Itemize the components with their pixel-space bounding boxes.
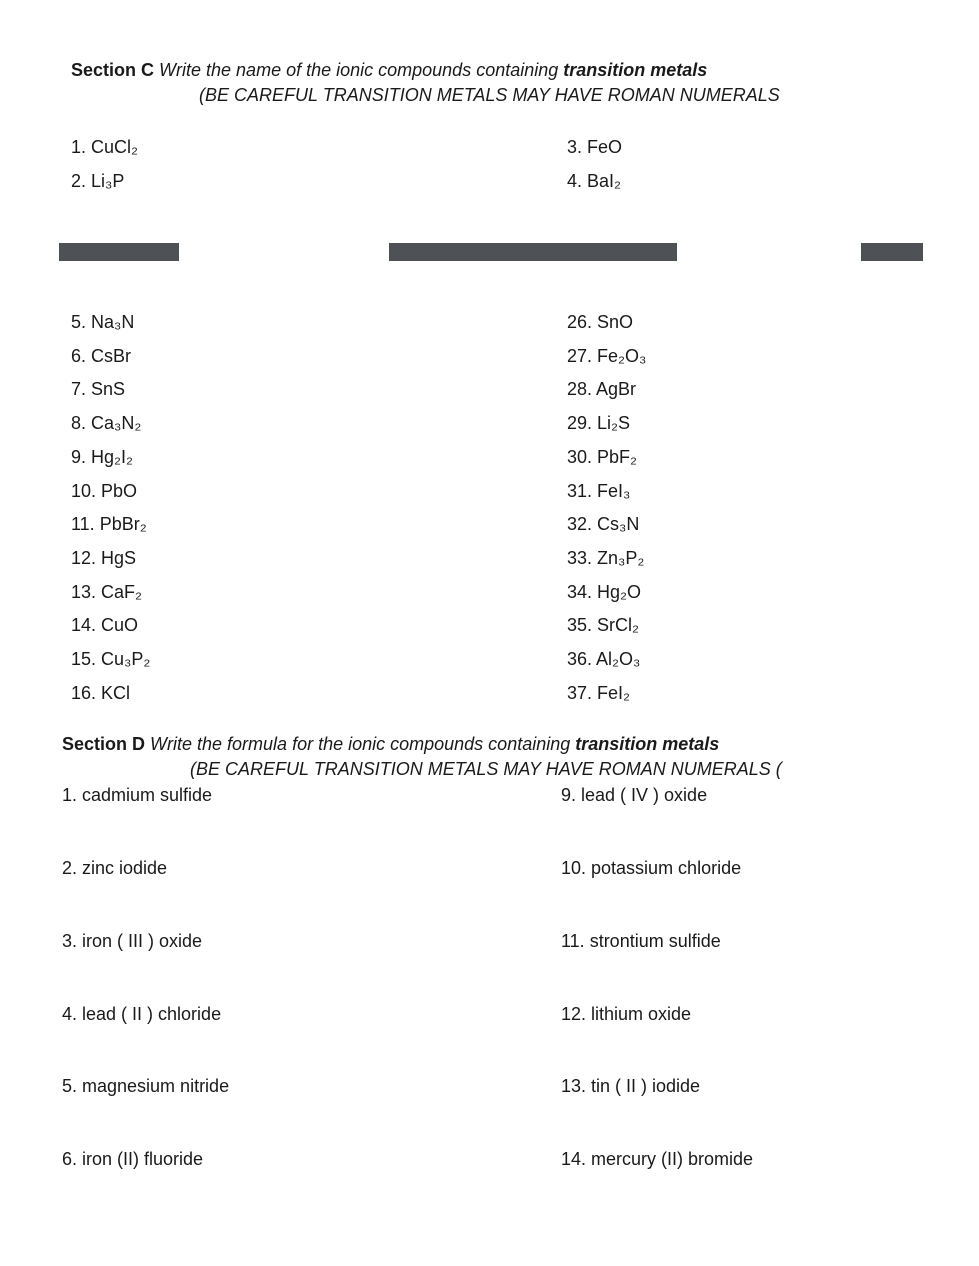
separator-bar-left xyxy=(59,243,179,261)
c-q33: 33. Zn₃P₂ xyxy=(567,548,645,568)
c-q4: 4. BaI₂ xyxy=(567,171,622,191)
c-q1: 1. CuCl₂ xyxy=(71,137,139,157)
section-d-emphasis: transition metals xyxy=(575,734,720,754)
d-q10: 10. potassium chloride xyxy=(561,858,742,878)
c-q2: 2. Li₃P xyxy=(71,171,125,191)
c-q28: 28. AgBr xyxy=(567,379,637,399)
c-q26: 26. SnO xyxy=(567,312,634,332)
c-q12: 12. HgS xyxy=(71,548,137,568)
d-q3: 3. iron ( III ) oxide xyxy=(62,931,203,951)
section-c-caution xyxy=(199,85,780,106)
c-q9: 9. Hg₂I₂ xyxy=(71,447,133,467)
section-d-caution-text: (BE CAREFUL TRANSITION METALS MAY HAVE ROMAN NUMERALS ( xyxy=(190,759,782,779)
c-q30: 30. PbF₂ xyxy=(567,447,638,467)
c-q3: 3. FeO xyxy=(567,137,623,157)
c-q16: 16. KCl xyxy=(71,683,131,703)
section-d-title xyxy=(62,734,719,755)
c-q15: 15. Cu₃P₂ xyxy=(71,649,151,669)
d-q14: 14. mercury (II) bromide xyxy=(561,1149,754,1169)
d-q13: 13. tin ( II ) iodide xyxy=(561,1076,701,1096)
section-c-label: Section C xyxy=(71,60,155,80)
d-q9: 9. lead ( IV ) oxide xyxy=(561,785,708,805)
c-q8: 8. Ca₃N₂ xyxy=(71,413,142,433)
c-q32: 32. Cs₃N xyxy=(567,514,640,534)
section-c-caution-text: (BE CAREFUL TRANSITION METALS MAY HAVE ROMAN NUMERALS xyxy=(199,85,780,105)
c-q10: 10. PbO xyxy=(71,481,138,501)
c-q29: 29. Li₂S xyxy=(567,413,631,433)
d-q1: 1. cadmium sulfide xyxy=(62,785,213,805)
d-q4: 4. lead ( II ) chloride xyxy=(62,1004,222,1024)
section-c-instruction: Write the name of the ionic compounds containing xyxy=(159,60,559,80)
c-q27: 27. Fe₂O₃ xyxy=(567,346,647,366)
c-q35: 35. SrCl₂ xyxy=(567,615,640,635)
d-q6: 6. iron (II) fluoride xyxy=(62,1149,204,1169)
c-q14: 14. CuO xyxy=(71,615,139,635)
section-d-label: Section D xyxy=(62,734,146,754)
c-q37: 37. FeI₂ xyxy=(567,683,631,703)
d-q12: 12. lithium oxide xyxy=(561,1004,692,1024)
c-q7: 7. SnS xyxy=(71,379,126,399)
section-d-caution xyxy=(190,759,782,780)
d-q2: 2. zinc iodide xyxy=(62,858,168,878)
c-q6: 6. CsBr xyxy=(71,346,132,366)
section-c-title xyxy=(71,60,707,81)
d-q11: 11. strontium sulfide xyxy=(561,931,721,951)
d-q5: 5. magnesium nitride xyxy=(62,1076,230,1096)
section-c-emphasis: transition metals xyxy=(563,60,708,80)
c-q5: 5. Na₃N xyxy=(71,312,135,332)
separator-bar-right xyxy=(861,243,923,261)
c-q11: 11. PbBr₂ xyxy=(71,514,147,534)
c-q36: 36. Al₂O₃ xyxy=(567,649,641,669)
section-d-instruction: Write the formula for the ionic compounds containing xyxy=(150,734,571,754)
c-q13: 13. CaF₂ xyxy=(71,582,143,602)
c-q34: 34. Hg₂O xyxy=(567,582,642,602)
separator-bar-center xyxy=(389,243,677,261)
c-q31: 31. FeI₃ xyxy=(567,481,631,501)
